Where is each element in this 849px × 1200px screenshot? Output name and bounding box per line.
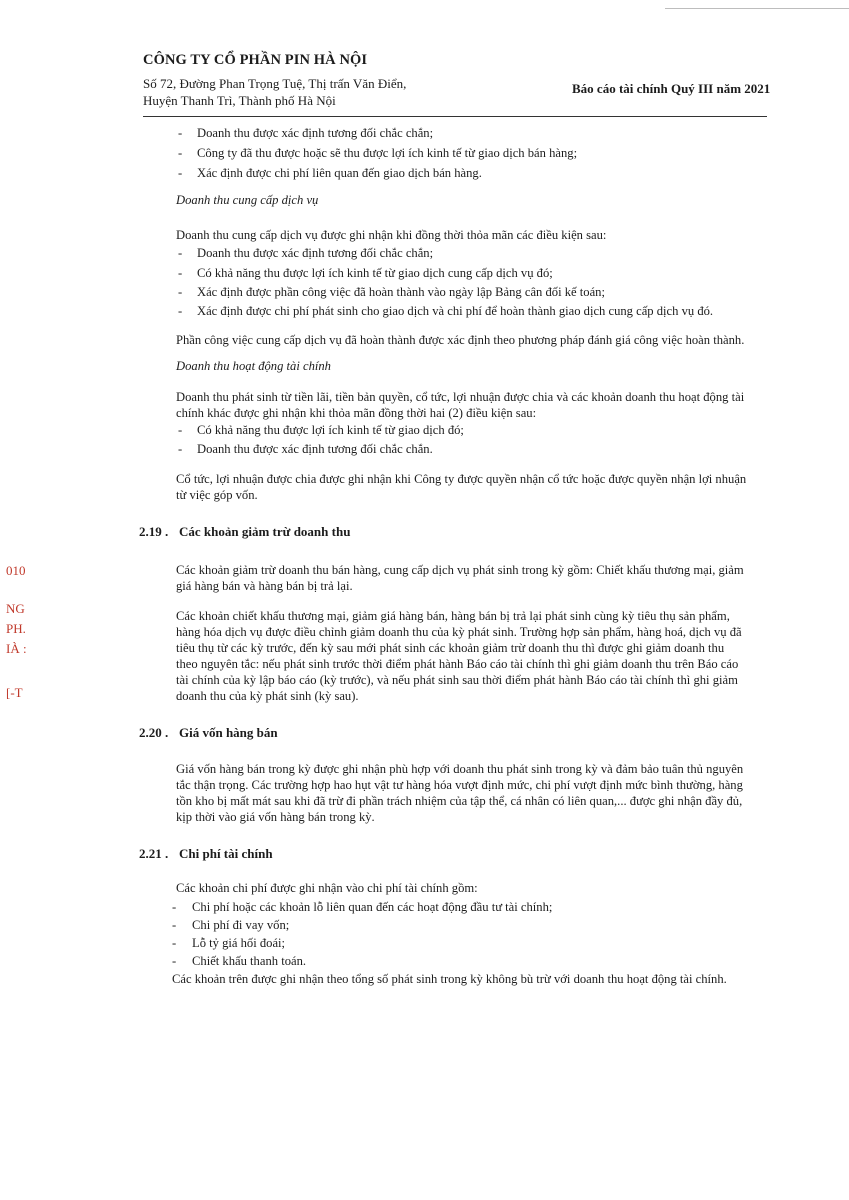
paragraph-line: doanh thu của kỳ phát sinh (kỳ sau). [176, 689, 359, 703]
bullet-dash: - [172, 954, 177, 968]
paragraph-line: Các khoản chiết khấu thương mại, giảm giá hàng bán, hàng bán bị trả lại phát sinh cùng kỳ tiêu thụ sản phẩm, [176, 609, 730, 623]
paragraph-line: tắc thận trọng. Các trường hợp hao hụt vật tư hàng hóa vượt định mức, chi phí vượt định mức bình thường, hàng [176, 778, 743, 792]
paragraph-line: Giá vốn hàng bán trong kỳ được ghi nhận phù hợp với doanh thu phát sinh trong kỳ và đảm bảo tuân thủ nguyên [176, 762, 744, 776]
paragraph-line: Doanh thu phát sinh từ tiền lãi, tiền bản quyền, cổ tức, lợi nhuận được chia và các khoản doanh thu hoạt động tài [176, 390, 745, 404]
paragraph-line: giá hàng bán và hàng bán bị trả lại. [176, 579, 353, 593]
list-item: Xác định được phần công việc đã hoàn thành vào ngày lập Bảng cân đối kế toán; [197, 285, 605, 299]
paragraph-line: kịp thời vào giá vốn hàng bán trong kỳ. [176, 810, 375, 824]
paragraph-line: Các khoản giảm trừ doanh thu bán hàng, cung cấp dịch vụ phát sinh trong kỳ gồm: Chiết khấu thương mại, giảm [176, 563, 744, 577]
section-number: 2.21 . [139, 846, 169, 861]
subheading-financial: Doanh thu hoạt động tài chính [176, 359, 331, 373]
bullet-dash: - [172, 900, 177, 914]
list-item: Doanh thu được xác định tương đối chắc chắn; [197, 126, 434, 140]
list-item: Chi phí hoặc các khoản lỗ liên quan đến các hoạt động đầu tư tài chính; [192, 900, 553, 914]
scan-edge-line [665, 8, 849, 9]
section-title: Các khoản giảm trừ doanh thu [179, 524, 351, 539]
bullet-dash: - [178, 266, 183, 280]
section-title: Chi phí tài chính [179, 846, 273, 861]
list-item: Lỗ tỷ giá hối đoái; [192, 936, 286, 950]
paragraph-line: Cổ tức, lợi nhuận được chia được ghi nhận khi Công ty được quyền nhận cổ tức hoặc được quyền nhận lợi nhuận [176, 472, 747, 486]
paragraph-line: Các khoản chi phí được ghi nhận vào chi phí tài chính gồm: [176, 881, 478, 895]
margin-mark: IÀ : [6, 641, 27, 656]
section-heading-2-20 [139, 725, 278, 741]
company-address-line1: Số 72, Đường Phan Trọng Tuệ, Thị trấn Văn Điển, [143, 76, 407, 91]
company-name: CÔNG TY CỔ PHẦN PIN HÀ NỘI [143, 52, 368, 68]
paragraph-line: từ việc góp vốn. [176, 488, 258, 502]
margin-mark: NG [6, 601, 25, 616]
bullet-dash: - [178, 442, 183, 456]
paragraph-line: tiêu thụ từ các kỳ trước, đến kỳ sau mới phát sinh các khoản giảm trừ doanh thu thì được ghi giảm doanh thu [176, 641, 725, 655]
list-item: Công ty đã thu được hoặc sẽ thu được lợi ích kinh tế từ giao dịch bán hàng; [197, 146, 578, 160]
paragraph-line: hàng hóa dịch vụ được điều chỉnh giảm doanh thu của kỳ phát sinh. Trường hợp sản phẩm, hàng hoá, dịch vụ đã [176, 625, 742, 639]
header-divider [143, 116, 767, 117]
paragraph-line: tồn kho bị mất mát sau khi đã trừ đi phần trách nhiệm của tập thể, cá nhân có liên quan,... được ghi nhận đầy đủ, [176, 794, 743, 808]
bullet-dash: - [178, 285, 183, 299]
paragraph-line: Doanh thu cung cấp dịch vụ được ghi nhận khi đồng thời thỏa mãn các điều kiện sau: [176, 228, 607, 242]
bullet-dash: - [178, 146, 183, 160]
subheading-services: Doanh thu cung cấp dịch vụ [176, 193, 319, 207]
list-item: Doanh thu được xác định tương đối chắc chắn. [197, 442, 433, 456]
paragraph-line: theo nguyên tắc: nếu phát sinh trước thời điểm phát hành Báo cáo tài chính thì ghi giảm doanh thu trên Báo cáo [176, 657, 739, 671]
bullet-dash: - [172, 936, 177, 950]
list-item: Doanh thu được xác định tương đối chắc chắn; [197, 246, 434, 260]
bullet-dash: - [178, 423, 183, 437]
section-number: 2.20 . [139, 725, 169, 740]
list-item: Chiết khấu thanh toán. [192, 954, 307, 968]
paragraph-line: tài chính của kỳ lập báo cáo (kỳ trước), và nếu phát sinh sau thời điểm phát hành Báo cáo tài chính thì ghi giảm [176, 673, 738, 687]
list-item: Chi phí đi vay vốn; [192, 918, 290, 932]
bullet-dash: - [178, 246, 183, 260]
margin-mark: 010 [6, 563, 26, 578]
list-item: Có khả năng thu được lợi ích kinh tế từ giao dịch đó; [197, 423, 464, 437]
list-item: Xác định được chi phí liên quan đến giao dịch bán hàng. [197, 166, 482, 180]
margin-stamp-fragment [0, 555, 32, 715]
report-title: Báo cáo tài chính Quý III năm 2021 [572, 81, 771, 96]
bullet-dash: - [172, 918, 177, 932]
section-heading-2-21 [139, 846, 273, 862]
margin-mark: [-T [6, 685, 23, 700]
bullet-dash: - [178, 126, 183, 140]
section-number: 2.19 . [139, 524, 169, 539]
margin-mark: PH. [6, 621, 26, 636]
section-heading-2-19 [139, 524, 350, 540]
list-item: Xác định được chi phí phát sinh cho giao dịch và chi phí để hoàn thành giao dịch cung cấp dịch vụ đó. [197, 304, 714, 318]
paragraph-line: Các khoản trên được ghi nhận theo tổng số phát sinh trong kỳ không bù trừ với doanh thu hoạt động tài chính. [172, 972, 727, 986]
paragraph-line: Phần công việc cung cấp dịch vụ đã hoàn thành được xác định theo phương pháp đánh giá công việc hoàn thành. [176, 333, 745, 347]
company-address-line2: Huyện Thanh Trì, Thành phố Hà Nội [143, 93, 336, 108]
bullet-dash: - [178, 304, 183, 318]
list-item: Có khả năng thu được lợi ích kinh tế từ giao dịch cung cấp dịch vụ đó; [197, 266, 553, 280]
bullet-dash: - [178, 166, 183, 180]
section-title: Giá vốn hàng bán [179, 725, 278, 740]
paragraph-line: chính khác được ghi nhận khi thỏa mãn đồng thời hai (2) điều kiện sau: [176, 406, 537, 420]
